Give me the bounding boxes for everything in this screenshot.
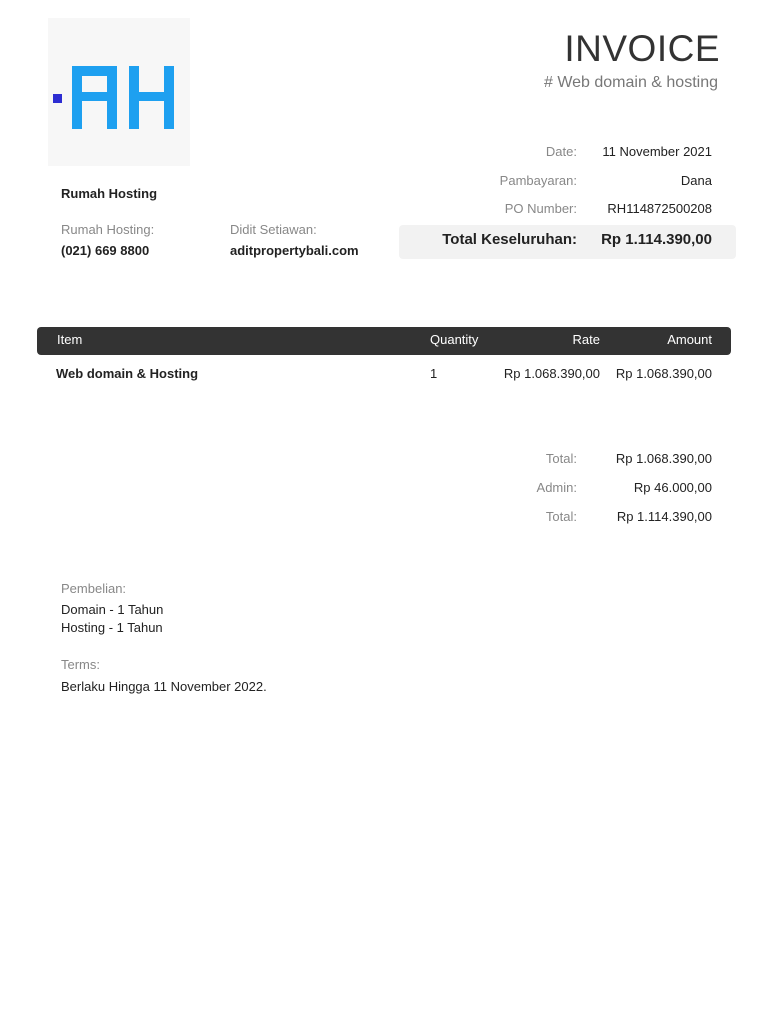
po-number-value: RH114872500208	[607, 201, 712, 216]
terms-text: Berlaku Hingga 11 November 2022.	[61, 679, 267, 694]
column-header-amount: Amount	[667, 332, 712, 347]
payment-value: Dana	[680, 173, 712, 188]
payment-label: Pambayaran:	[499, 173, 577, 188]
admin-fee-value: Rp 46.000,00	[633, 480, 712, 495]
buyer-label: Didit Setiawan:	[230, 222, 317, 237]
seller-phone: (021) 669 8800	[61, 243, 150, 258]
total-value: Rp 1.114.390,00	[616, 509, 712, 524]
subtotal-label: Total:	[545, 451, 577, 466]
total-label: Total:	[545, 509, 577, 524]
seller-contact-label: Rumah Hosting:	[61, 222, 155, 237]
grand-total-label: Total Keseluruhan:	[442, 231, 577, 248]
row-item: Web domain & Hosting	[56, 366, 199, 381]
seller-name: Rumah Hosting	[61, 186, 158, 201]
grand-total-value: Rp 1.114.390,00	[601, 231, 712, 248]
row-rate: Rp 1.068.390,00	[503, 366, 600, 381]
row-amount: Rp 1.068.390,00	[615, 366, 712, 381]
invoice-title: INVOICE	[564, 28, 720, 69]
invoice-subtitle: # Web domain & hosting	[543, 74, 718, 91]
subtotal-value: Rp 1.068.390,00	[615, 451, 712, 466]
company-logo	[48, 18, 190, 166]
buyer-website: aditpropertybali.com	[230, 243, 359, 258]
date-label: Date:	[545, 144, 577, 159]
purchase-label: Pembelian:	[61, 581, 127, 596]
row-quantity: 1	[430, 366, 438, 381]
po-number-label: PO Number:	[504, 201, 577, 216]
admin-fee-label: Admin:	[536, 480, 577, 495]
purchase-line-domain: Domain - 1 Tahun	[61, 602, 164, 617]
purchase-line-hosting: Hosting - 1 Tahun	[61, 620, 163, 635]
column-header-rate: Rate	[572, 332, 600, 347]
column-header-quantity: Quantity	[430, 332, 479, 347]
terms-label: Terms:	[61, 657, 100, 672]
rh-logo-icon	[48, 18, 190, 166]
date-value: 11 November 2021	[602, 144, 712, 159]
column-header-item: Item	[57, 332, 83, 347]
